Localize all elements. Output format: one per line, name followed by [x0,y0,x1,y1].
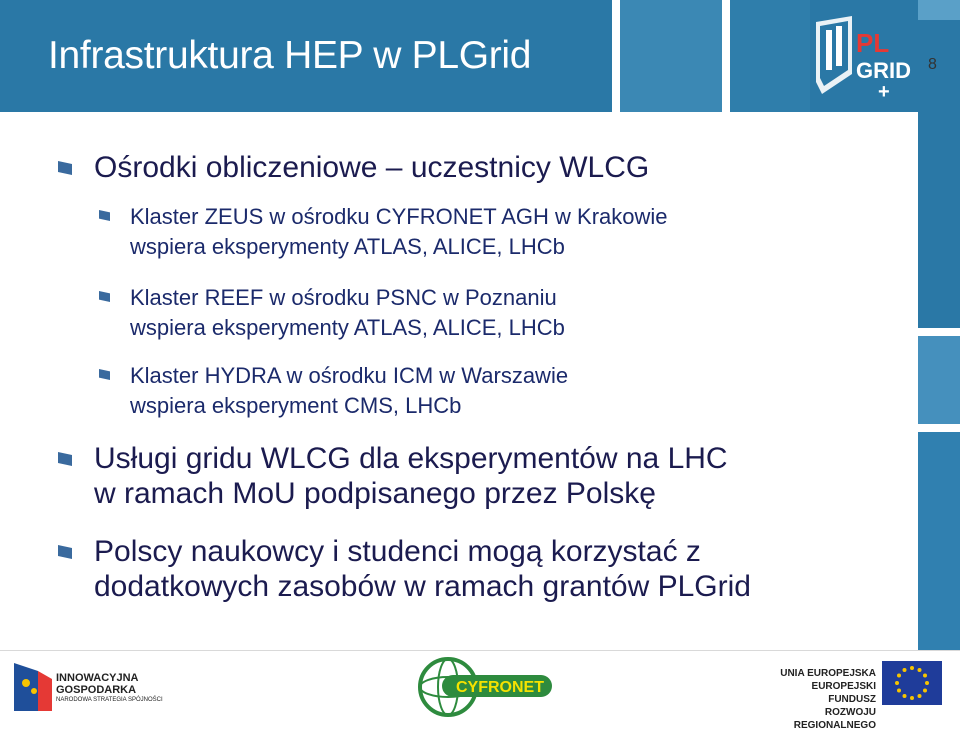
sub-bullet-text: wspiera eksperyment CMS, LHCb [130,393,462,418]
ig-line1: INNOWACYJNA [56,672,139,684]
slide-number: 8 [928,56,937,73]
logo-text-pl: PL [856,28,890,58]
plgrid-logo-icon [812,12,911,103]
square-bullet-icon [58,161,72,175]
bullet-text: Usługi gridu WLCG dla eksperymentów na LHC [94,442,728,475]
sub-bullet-reef [130,283,565,343]
square-bullet-icon [58,452,72,466]
square-bullet-icon [99,369,110,380]
bullet-osrodki [94,150,649,185]
ig-subtitle: NARODOWA STRATEGIA SPÓJNOŚCI [56,697,163,703]
square-bullet-icon [58,545,72,559]
bullet-polscy [94,534,751,604]
slide-header [0,0,960,112]
cyfronet-logo-icon [416,655,556,719]
logo-text-plus: + [878,81,890,103]
logo-text-grid: GRID [856,58,911,83]
slide-title: Infrastruktura HEP w PLGrid [48,34,532,77]
bullet-text: Ośrodki obliczeniowe – uczestnicy WLCG [94,151,650,184]
header-stripe [612,0,620,112]
ig-logo-text [56,672,139,696]
sub-bullet-text: Klaster REEF w ośrodku PSNC w Poznaniu [130,285,557,310]
header-panel [730,0,810,112]
bullet-text: dodatkowych zasobów w ramach grantów PLGrid [94,570,751,603]
sub-bullet-zeus [130,202,668,262]
sub-bullet-text: Klaster HYDRA w ośrodku ICM w Warszawie [130,363,569,388]
footer-logos [0,650,960,731]
cyfronet-text: CYFRONET [456,679,544,696]
eu-line3: ROZWOJU REGIONALNEGO [793,707,876,731]
right-decor-column [918,0,960,650]
sub-bullet-text: wspiera eksperymenty ATLAS, ALICE, LHCb [130,234,565,259]
decor-stripe [918,424,960,432]
sub-bullet-text: Klaster ZEUS w ośrodku CYFRONET AGH w Krakowie [130,204,668,229]
sub-bullet-text: wspiera eksperymenty ATLAS, ALICE, LHCb [130,315,565,340]
header-stripe [722,0,730,112]
decor-slab [918,336,960,424]
sub-bullet-hydra [130,361,568,421]
square-bullet-icon [99,291,110,302]
decor-stripe [918,328,960,336]
square-bullet-icon [99,210,110,221]
header-panel [612,0,722,112]
bullet-text: Polscy naukowcy i studenci mogą korzystać z [94,535,701,568]
eu-flag-icon [882,661,942,705]
decor-slab [918,0,960,20]
ig-line2: GOSPODARKA [56,684,137,696]
bullet-uslugi [94,441,728,511]
decor-slab [918,432,960,650]
bullet-text: w ramach MoU podpisanego przez Polskę [94,477,656,510]
eu-line1: UNIA EUROPEJSKA [780,668,876,679]
eu-text [772,667,876,732]
eu-line2: EUROPEJSKI FUNDUSZ [811,681,876,705]
